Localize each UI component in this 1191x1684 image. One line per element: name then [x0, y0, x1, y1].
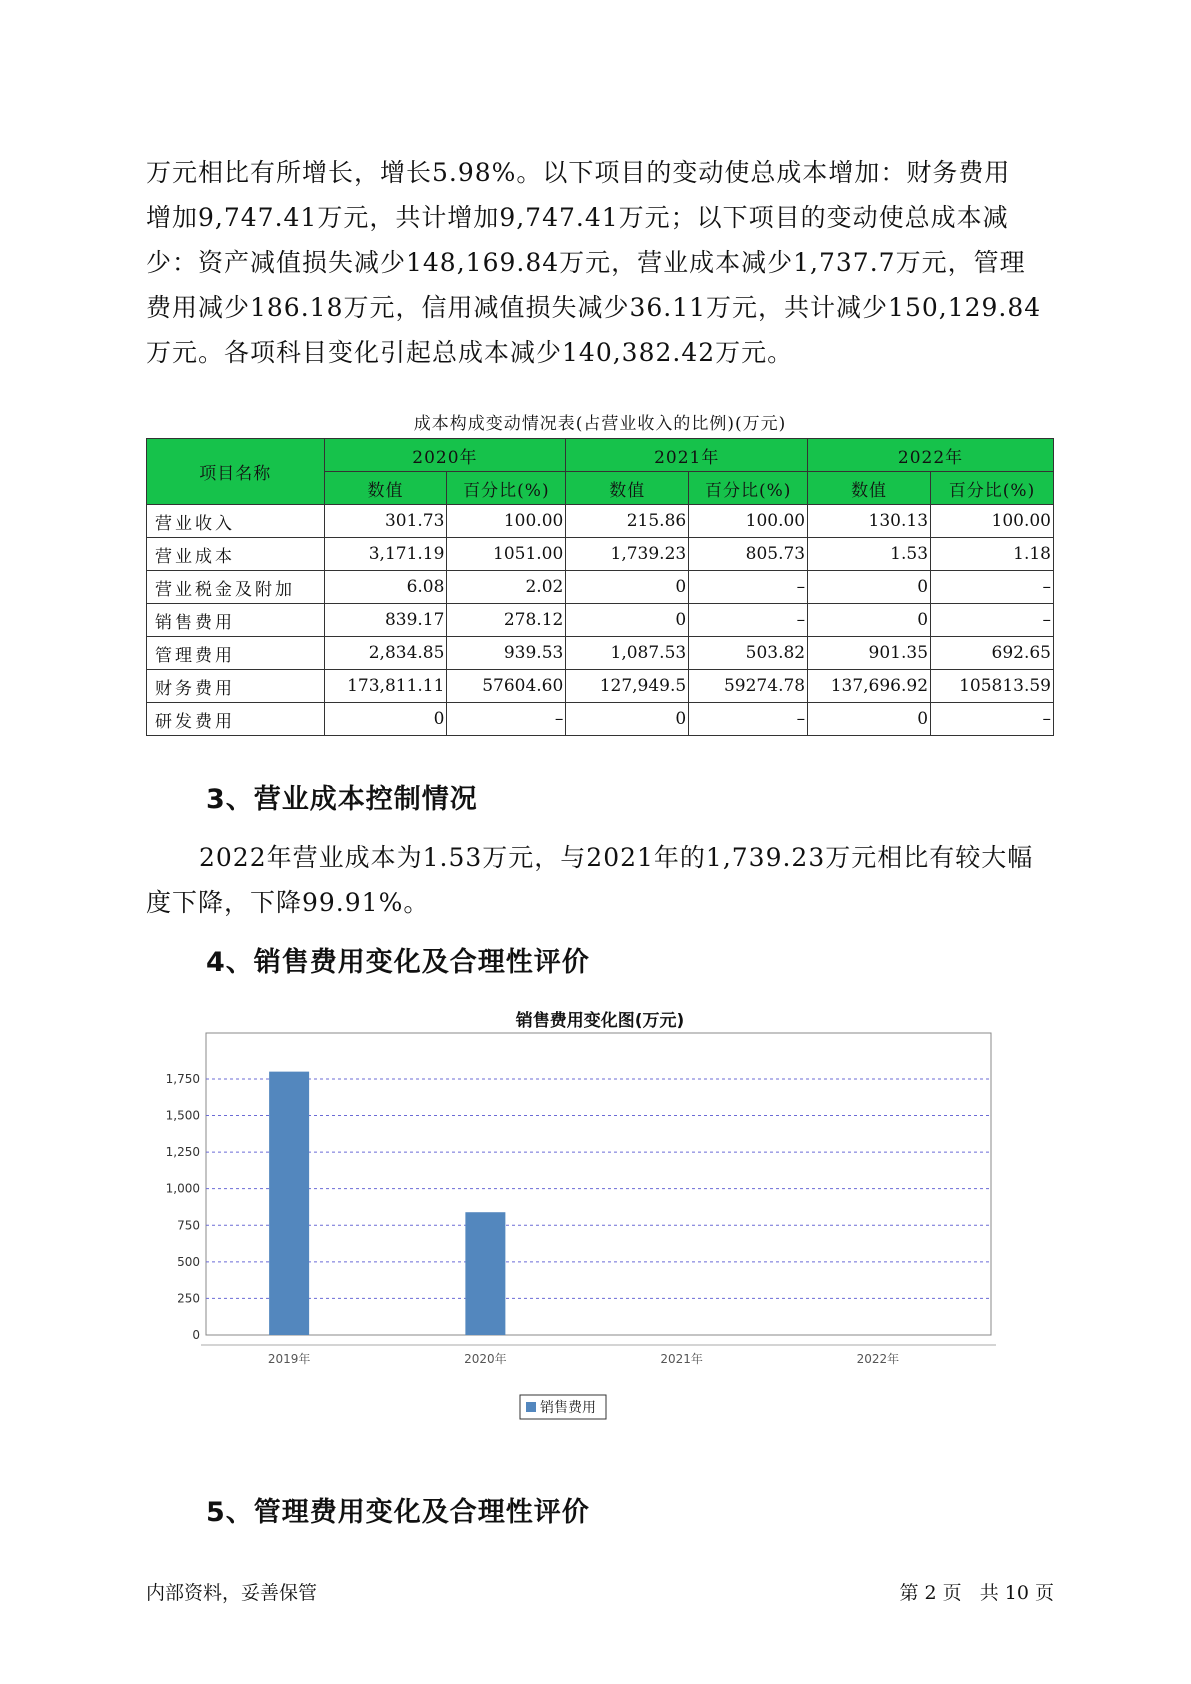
- cell-percent: 100.00: [931, 505, 1054, 538]
- text-line: 少：资产减值损失减少148,169.84万元，营业成本减少1,737.7万元，管理: [146, 248, 1026, 277]
- table-body: [147, 505, 1054, 736]
- text-line: 度下降，下降99.91%。: [146, 888, 430, 917]
- row-label: 销售费用: [147, 604, 325, 637]
- cell-value: 215.86: [566, 505, 689, 538]
- y-tick-label: 750: [177, 1218, 200, 1233]
- header-value: 数值: [324, 472, 447, 505]
- cost-structure-table: [146, 438, 1054, 736]
- cell-percent: –: [689, 604, 808, 637]
- row-label: 研发费用: [147, 703, 325, 736]
- row-label: 财务费用: [147, 670, 325, 703]
- header-year: 2020年: [324, 439, 566, 472]
- cell-value: 0: [566, 571, 689, 604]
- table-row: [147, 505, 1054, 538]
- header-item-name: 项目名称: [147, 439, 325, 505]
- header-value: 数值: [808, 472, 931, 505]
- cell-value: 301.73: [324, 505, 447, 538]
- cell-percent: –: [931, 571, 1054, 604]
- cell-percent: –: [689, 571, 808, 604]
- paragraph-cost-change: [146, 150, 1054, 375]
- x-tick-label: 2019年: [267, 1352, 311, 1366]
- cell-percent: 1051.00: [447, 538, 566, 571]
- cell-percent: 100.00: [689, 505, 808, 538]
- header-value: 数值: [566, 472, 689, 505]
- cell-percent: –: [931, 604, 1054, 637]
- text-line: 费用减少186.18万元，信用减值损失减少36.11万元，共计减少150,129.84: [146, 293, 1042, 322]
- cell-percent: 939.53: [447, 637, 566, 670]
- y-tick-label: 0: [192, 1328, 200, 1342]
- x-tick-label: 2022年: [856, 1352, 900, 1366]
- cell-value: 137,696.92: [808, 670, 931, 703]
- table-row: [147, 604, 1054, 637]
- sales-expense-bar-chart: [146, 1030, 1054, 1470]
- cell-percent: 503.82: [689, 637, 808, 670]
- table-caption: 成本构成变动情况表(占营业收入的比例)(万元): [413, 414, 787, 434]
- cell-percent: 1.18: [931, 538, 1054, 571]
- cell-percent: 278.12: [447, 604, 566, 637]
- cell-percent: 100.00: [447, 505, 566, 538]
- footer-confidential-note: 内部资料，妥善保管: [146, 1582, 318, 1604]
- bar: [465, 1212, 505, 1335]
- table-row: [147, 637, 1054, 670]
- cell-percent: 57604.60: [447, 670, 566, 703]
- cell-value: 0: [808, 703, 931, 736]
- cell-value: 2,834.85: [324, 637, 447, 670]
- cell-percent: 692.65: [931, 637, 1054, 670]
- x-tick-label: 2021年: [660, 1352, 703, 1366]
- cell-value: 0: [324, 703, 447, 736]
- cell-value: 901.35: [808, 637, 931, 670]
- row-label: 营业成本: [147, 538, 325, 571]
- header-year: 2021年: [566, 439, 808, 472]
- cell-percent: 59274.78: [689, 670, 808, 703]
- text-line: 万元。各项科目变化引起总成本减少140,382.42万元。: [146, 338, 794, 367]
- cell-percent: 805.73: [689, 538, 808, 571]
- table-row: [147, 538, 1054, 571]
- cell-value: 127,949.5: [566, 670, 689, 703]
- table-header-row: [147, 439, 1054, 472]
- legend-swatch: [526, 1402, 536, 1412]
- section-heading-3: 3、营业成本控制情况: [206, 784, 478, 815]
- y-tick-label: 500: [177, 1254, 200, 1269]
- cell-value: 130.13: [808, 505, 931, 538]
- x-tick-label: 2020年: [464, 1352, 507, 1366]
- y-tick-label: 1,500: [165, 1108, 200, 1123]
- legend-label: 销售费用: [540, 1400, 596, 1416]
- cell-percent: –: [447, 703, 566, 736]
- table-row: [147, 703, 1054, 736]
- paragraph-operating-cost: [146, 835, 1054, 925]
- cell-percent: –: [931, 703, 1054, 736]
- section-heading-4: 4、销售费用变化及合理性评价: [206, 947, 590, 978]
- chart-title: 销售费用变化图(万元): [515, 1011, 685, 1031]
- row-label: 管理费用: [147, 637, 325, 670]
- cell-percent: 105813.59: [931, 670, 1054, 703]
- cell-value: 0: [566, 703, 689, 736]
- cell-value: 173,811.11: [324, 670, 447, 703]
- cell-percent: 2.02: [447, 571, 566, 604]
- section-heading-5: 5、管理费用变化及合理性评价: [206, 1497, 590, 1528]
- plot-area: [206, 1033, 991, 1335]
- header-percent: 百分比(%): [447, 472, 566, 505]
- cell-value: 0: [808, 571, 931, 604]
- cell-value: 6.08: [324, 571, 447, 604]
- y-tick-label: 1,250: [165, 1145, 200, 1160]
- header-percent: 百分比(%): [931, 472, 1054, 505]
- header-percent: 百分比(%): [689, 472, 808, 505]
- text-line: 增加9,747.41万元，共计增加9,747.41万元；以下项目的变动使总成本减: [146, 203, 1009, 232]
- cell-value: 839.17: [324, 604, 447, 637]
- text-line: 2022年营业成本为1.53万元，与2021年的1,739.23万元相比有较大幅: [199, 843, 1034, 872]
- row-label: 营业税金及附加: [147, 571, 325, 604]
- cell-value: 1.53: [808, 538, 931, 571]
- cell-value: 3,171.19: [324, 538, 447, 571]
- y-tick-label: 250: [177, 1291, 200, 1306]
- header-year: 2022年: [808, 439, 1054, 472]
- cell-value: 1,087.53: [566, 637, 689, 670]
- cell-percent: –: [689, 703, 808, 736]
- y-tick-label: 1,750: [165, 1071, 200, 1086]
- row-label: 营业收入: [147, 505, 325, 538]
- cell-value: 0: [808, 604, 931, 637]
- text-line: 万元相比有所增长，增长5.98%。以下项目的变动使总成本增加：财务费用: [146, 158, 1011, 187]
- footer-page-number: 第 2 页 共 10 页: [899, 1582, 1054, 1604]
- bar: [269, 1072, 309, 1335]
- cell-value: 1,739.23: [566, 538, 689, 571]
- y-tick-label: 1,000: [165, 1181, 200, 1196]
- table-row: [147, 571, 1054, 604]
- cell-value: 0: [566, 604, 689, 637]
- table-row: [147, 670, 1054, 703]
